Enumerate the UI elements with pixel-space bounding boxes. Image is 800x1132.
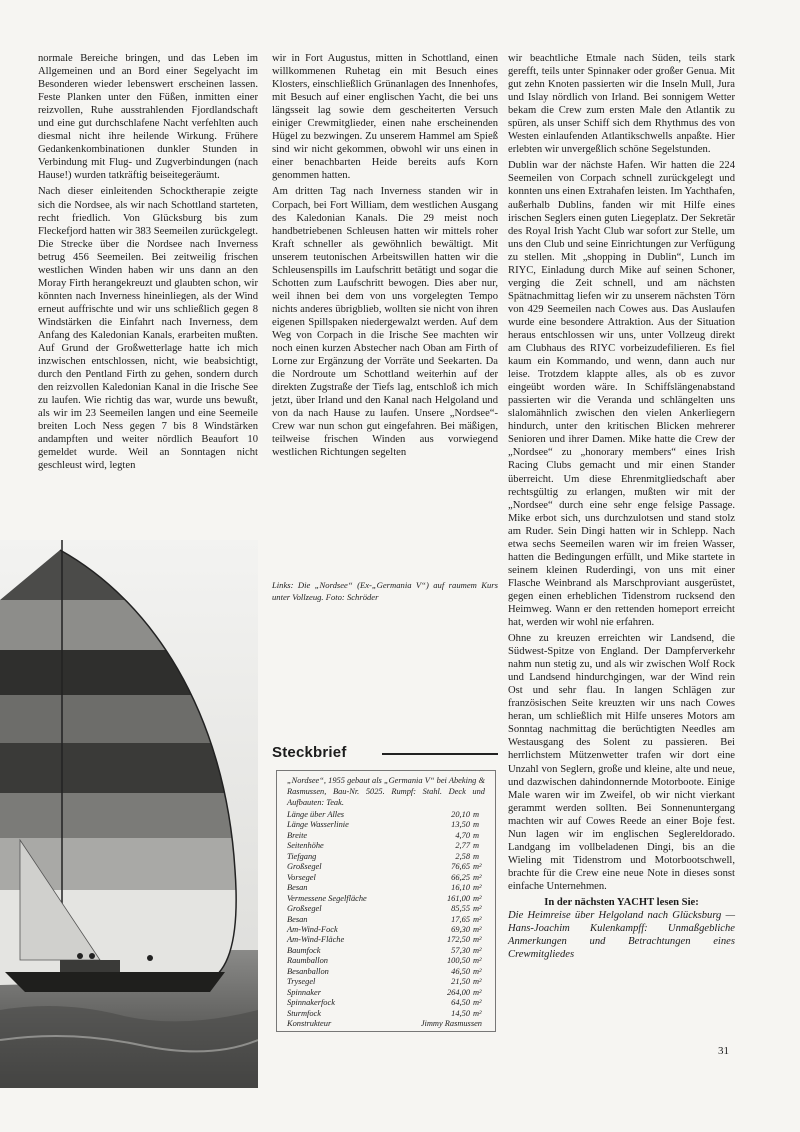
steckbrief-header: [272, 744, 498, 766]
spec-label: Spinnakerfock: [287, 998, 335, 1008]
spec-value: 76,65: [451, 862, 470, 872]
paragraph: Ohne zu kreuzen erreichten wir Landsend, die Südwest-Spitze von England. Der Dampferverkehr nahm nun stetig zu, und als wir zwischen Wolf Rock und Landsend hindurchgingen, war der Wind rein Ost und sehr flau. In langen Schlägen zur französischen Seite kreuzten wir uns nach Cowes heran, um schließlich mit Hilfe unseres Motors am Sonntag nachmittag die berüchtigten Needles am Westausgang des Solent zu passieren. Bei herrlichstem Mützenwetter trafen wir dort eine Unzahl von Seglern, große und kleine, alte und neue, und dazwischen dahindonnernde Motorboote. Einige Male waren wir im Zweifel, ob wir nicht vierkant gerammt werden sollten. Bei Sonnenuntergang machten wir auf Cowes Reede an einer Boje fest. Nun lagen wir im englischen Seglereldorado. Landgang im vollbeladenen Dingi, bis an die Wieling mit Tidenstrom und Motorbootschwell, brachte für die Crew eine neue Note in dieses sonst einfache Unternehmen.: [508, 633, 735, 892]
spec-value: 66,25: [451, 872, 470, 882]
spec-unit: m²: [473, 862, 482, 872]
spec-value: 100,50: [446, 956, 470, 966]
spec-unit: m²: [473, 872, 482, 882]
spec-label: Tiefgang: [287, 851, 317, 861]
spec-label: Besanballon: [287, 966, 329, 976]
spec-unit: m²: [473, 1008, 482, 1018]
spec-unit: m²: [473, 914, 482, 924]
yacht-photo: [0, 540, 258, 1088]
spec-row: [287, 988, 485, 998]
text-column-1: [38, 52, 258, 476]
spec-unit: m²: [473, 924, 482, 934]
spec-value: 264,00: [446, 987, 470, 997]
spec-value: Jimmy Rasmussen: [420, 1019, 482, 1029]
text-column-3: [508, 52, 735, 964]
spec-row: [287, 998, 485, 1008]
spec-value: 14,50: [451, 1008, 470, 1018]
spec-row: [287, 831, 485, 841]
spec-label: Trysegel: [287, 977, 316, 987]
spec-unit: m²: [473, 987, 482, 997]
spec-row: [287, 935, 485, 945]
spec-row: [287, 841, 485, 851]
text-column-2: [272, 52, 498, 462]
next-issue-text: Die Heimreise über Helgoland nach Glücksburg — Hans-Joachim Kulenkampff: Unmaßgebliche Anmerkungen und Betrachtungen eines Crewmitgliedes: [508, 910, 735, 961]
spec-unit: m²: [473, 966, 482, 976]
steckbrief-box: [276, 770, 496, 1032]
spec-value: 57,30: [451, 945, 470, 955]
spec-row: [287, 967, 485, 977]
spec-value: 161,00: [446, 893, 470, 903]
spec-value: 64,50: [451, 998, 470, 1008]
spec-label: Vermessene Segelfläche: [287, 893, 367, 903]
spec-unit: m: [473, 841, 480, 851]
divider: [382, 753, 498, 755]
steckbrief-title: Steckbrief: [272, 744, 347, 761]
paragraph: Nach dieser einleitenden Schocktherapie zeigte sich die Nordsee, als wir nach Schottland starteten, recht friedlich. Von Glücksburg bis zum Fleckefjord hatten wir 383 Seemeilen zurückgelegt. Die Strecke über die Nordsee nach Inverness betrug 456 Seemeilen. Bei zeitweilig frischen westlichen Winden haben wir uns dann an den Moray Firth herangekreuzt und glaubten schon, wir könnten nach Inverness hineinliegen, als der Wind erneut auffrischte und wir uns schließlich gegen 8 Windstärken die Einfahrt nach Inverness, dem Anfang des Kaledonian Kanals, erarbeiten mußten. Auf Grund der Großwetterlage hatte ich mich inzwischen entschlossen, nicht, wie beabsichtigt, durch den Pentland Firth zu gehen, sondern durch den reizvollen Kaledonian Kanal in die Irische See zu laufen. Wie richtig das war, wurde uns bewußt, als wir im 23 Seemeilen langen und eine Seemeile breiten Loch Ness gegen 7 bis 8 Windstärken andampften und weiter nördlich Beaufort 10 gemeldet wurde. Weil an Sonntagen nicht geschleust wird, legten: [38, 186, 258, 472]
spec-value: 13,50: [451, 820, 470, 830]
spec-label: Breite: [287, 830, 308, 840]
spec-value: 2,77: [455, 841, 470, 851]
spec-unit: m: [473, 830, 480, 840]
spec-unit: m: [473, 820, 480, 830]
spec-row: [287, 852, 485, 862]
spec-row: [287, 894, 485, 904]
spec-label: Großsegel: [287, 862, 322, 872]
spec-unit: m²: [473, 893, 482, 903]
spec-list: [287, 810, 485, 1030]
spec-row: [287, 820, 485, 830]
spec-value: 85,55: [451, 904, 470, 914]
spec-label: Konstrukteur: [287, 1019, 332, 1029]
spec-unit: [482, 1019, 485, 1029]
spec-label: Raumballon: [287, 956, 328, 966]
spec-value: 2,58: [455, 851, 470, 861]
spec-row: [287, 883, 485, 893]
spec-label: Baumfock: [287, 945, 321, 955]
spec-unit: m²: [473, 977, 482, 987]
spec-row: [287, 977, 485, 987]
spec-unit: m²: [473, 956, 482, 966]
spec-row: [287, 1009, 485, 1019]
spec-unit: m²: [473, 935, 482, 945]
spec-label: Sturmfock: [287, 1008, 321, 1018]
spec-unit: m²: [473, 904, 482, 914]
paragraph: normale Bereiche bringen, und das Leben im Allgemeinen und an Bord einer Segelyacht im Besonderen wieder lebenswert erscheinen lassen. Feste Planken unter den Füßen, inmitten einer reizvollen, Ruhe ausstrahlenden Fjordlandschaft und eine gut durchschlafene Nacht verfehlten auch diesmal nicht ihre heilende Wirkung. Frühere Gedankenkombinationen dunkler Stunden in Verbindung mit Flug- und Zugverbindungen (nach Hause!) wurden tatkräftig beiseitegeräumt.: [38, 53, 258, 182]
spec-row: [287, 925, 485, 935]
spec-row: [287, 862, 485, 872]
next-issue-heading: In der nächsten YACHT lesen Sie:: [544, 897, 699, 908]
spec-value: 21,50: [451, 977, 470, 987]
paragraph: wir in Fort Augustus, mitten in Schottland, einen willkommenen Ruhetag ein mit Besuch eines Klosters, einschließlich Grünanlagen des Innenhofes, mit Besuch auf einer englischen Yacht, die bei uns längsseit lag sowie dem gescheiterten Versuch einiger Crewmitglieder, einen nahe erscheinenden Hügel zu bezwingen. Zu unserem Hammel am Spieß sind wir nicht gekommen, obwohl wir uns einen in einer benachbarten Heide bereits aufs Korn genommen hatten.: [272, 53, 498, 182]
spec-unit: m: [473, 851, 480, 861]
paragraph: wir beachtliche Etmale nach Süden, teils stark gerefft, teils unter Spinnaker oder großer Genua. Mit gut zehn Knoten passierten wir die Inseln Mull, Jura und Islay nördlich von Irland. Bei sonnigem Wetter bekam die Crew zum ersten Male den Atlantik zu spüren, als unser Schiff sich dem Rhythmus des von Westen einlaufenden Atlantikschwells anpaßte. Hier erlebten wir unvergeßlich schöne Segelstunden.: [508, 53, 735, 156]
steckbrief-intro: „Nordsee“, 1955 gebaut als „Germania V“ bei Abeking & Rasmussen, Bau-Nr. 5025. Rumpf: Stahl. Deck und Aufbauten: Teak.: [287, 776, 485, 807]
spec-row: [287, 946, 485, 956]
spec-value: 20,10: [451, 810, 470, 819]
spec-label: Großsegel: [287, 904, 322, 914]
spec-row: [287, 873, 485, 883]
spec-label: Vorsegel: [287, 872, 316, 882]
spec-label: Besan: [287, 914, 308, 924]
spec-label: Am-Wind-Fock: [287, 924, 338, 934]
spec-row: [287, 810, 485, 820]
spec-label: Länge über Alles: [287, 810, 345, 819]
spec-label: Spinnaker: [287, 987, 321, 997]
spec-unit: m²: [473, 998, 482, 1008]
spec-value: 172,50: [446, 935, 470, 945]
spec-row: [287, 956, 485, 966]
spec-label: Besan: [287, 883, 308, 893]
paragraph: Am dritten Tag nach Inverness standen wir in Corpach, bei Fort William, dem westlichen Ausgang des Kaledonian Kanals. Die 29 meist noch handbetriebenen Schleusen hatten wir mittels roher Kraft schneller als gewöhnlich bewältigt. Mit unserem teutonischen Arbeitswillen hatten wir die Schleusenspills im Laufschritt betätigt und sogar die Schotten zum Laufschritt bewogen. Dies aber nur, weil ihnen bei dem von uns vorgelegten Tempo nichts anderes übrigblieb, wollten sie nicht von ihren eigenen Spillspaken niedergewalzt werden. Auf dem Weg von Corpach in die Irische See machten wir noch einen kurzen Abstecher nach Oban am Firth of Lorne zur Ergänzung der Vorräte und Seekarten. Da die Nordroute um Schottland weiterhin auf der direkten Zugstraße der Tiefs lag, entschloß ich mich jetzt, über Irland und den Kanal nach Helgoland und von da nach Hause zu laufen. Unsere „Nordsee“-Crew war nun schon gut eingefahren. Bei mäßigen, teilweise frischen Winden aus vorwiegend westlichen Richtungen segelten: [272, 186, 498, 459]
paragraph: Dublin war der nächste Hafen. Wir hatten die 224 Seemeilen von Corpach schnell zurückgelegt und konnten uns einen Extrahafen leisten. Im Yachthafen, außerhalb Dublins, fanden wir mit Hilfe eines irischen Seglers einen guten Liegeplatz. Der Sekretär des Royal Irish Yacht Club war sofort zur Stelle, um uns den Club und seine Einrichtungen zur Verfügung zu stellen. Mit „shopping in Dublin“, Lunch im RIYC, Einladung durch Mike auf seinen Schoner, verging die Zeit schnell, und am nächsten Spätnachmittag liefen wir zu unserem nächsten Törn von 429 Seemeilen nach Cowes aus. Das Auslaufen wurde eine besondere Attraktion. Aus der Situation heraus entschlossen wir uns, unter Vollzeug direkt am Clubhaus des RIYC vorbeizudefilieren. Es fiel kaum ein Kommando, und wenn, dann auch nur leise. Trotzdem klappte alles, als ob es zuvor eingeübt worden wäre. In Schiffslängenabstand passierten wir die Veranda und schlängelten uns slalomähnlich zwischen den vielen Ankerliegern hindurch, unter den kritischen Blicken mehrerer Senioren und ihrer Damen. Mike hatte die Crew der „Nordsee“ zu „honorary members“ eines Irish Racing Clubs gemacht und mir einen Stander überreicht. Um diese Ehrenmitgliedschaft aber rechtsgültig zu erlangen, mußten wir mit der „Nordsee“ durch eine sehr enge felsige Passage. Mike erbot sich, uns durchzulotsen und stand stolz am Ruder. Sein Dingi hatten wir in Schlepp. Nach etwa sechs Seemeilen waren wir im freien Wasser, hatten die Bedingungen erfüllt, und Mike startete in seinem kleinen Ruderdingi, von uns mit einer Flasche Weinbrand als Marschproviant ausgerüstet, gegen einen erheblichen Tidenstrom rucksend den Heimweg. Wann er den rettenden homeport erreicht hat, werden wir wohl nie erfahren.: [508, 160, 735, 629]
spec-unit: m: [473, 810, 480, 819]
spec-row: [287, 915, 485, 925]
spec-value: 69,30: [451, 924, 470, 934]
spec-row: [287, 1019, 485, 1029]
spec-row: [287, 904, 485, 914]
spec-value: 16,10: [451, 883, 470, 893]
spec-unit: m²: [473, 945, 482, 955]
photo-caption: Links: Die „Nordsee“ (Ex-„Germania V“) auf raumem Kurs unter Vollzeug. Foto: Schröder: [272, 580, 498, 602]
spec-value: 46,50: [451, 966, 470, 976]
spec-value: 17,65: [451, 914, 470, 924]
spec-label: Seitenhöhe: [287, 841, 324, 851]
spec-value: 4,70: [455, 830, 470, 840]
spec-unit: m²: [473, 883, 482, 893]
spec-label: Länge Wasserlinie: [287, 820, 349, 830]
spec-label: Am-Wind-Fläche: [287, 935, 345, 945]
page-number: 31: [718, 1045, 729, 1057]
